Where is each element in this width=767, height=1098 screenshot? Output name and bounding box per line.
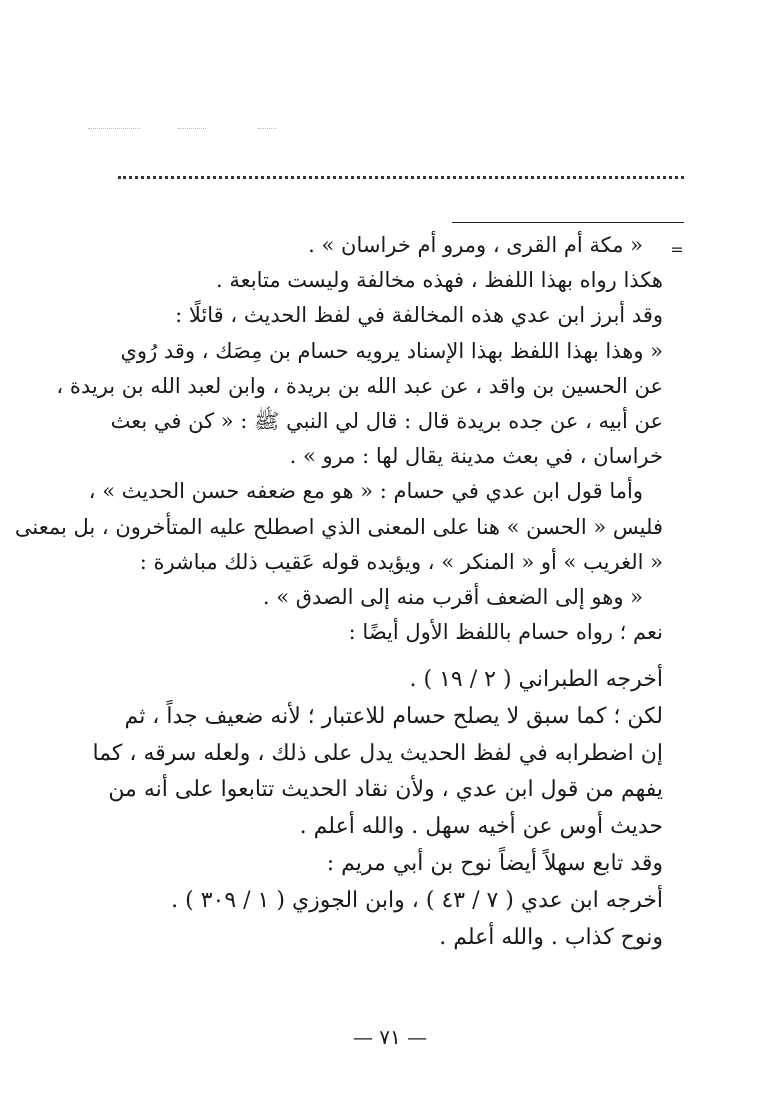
text-line: « الغريب » أو « المنكر » ، ويؤيده قوله عَقيب ذلك مباشرة : [139,549,663,574]
text-line: أخرجه الطبراني ( ٢ / ١٩ ) . [409,667,663,692]
faint-dots-right [258,128,276,129]
text-line: هكذا رواه بهذا اللفظ ، فهذه مخالفة وليست متابعة . [216,268,663,293]
text-line: ونوح كذاب . والله أعلم . [439,924,663,950]
main-text [88,662,663,956]
text-line: « مكة أم القرى ، ومرو أم خراسان » . [308,233,643,257]
footnote-text [14,228,663,650]
dotted-separator [118,176,684,179]
text-line: يفهم من قول ابن عدي ، ولأن نقاد الحديث تتابعوا على أنه من [108,777,663,803]
page-number: — ٧١ — [352,1025,428,1049]
text-line: نعم ؛ رواه حسام باللفظ الأول أيضًا : [348,620,663,645]
faint-dots-middle [178,128,206,129]
text-line: وقد تابع سهلاً أيضاً نوح بن أبي مريم : [326,850,663,876]
text-line: لكن ؛ كما سبق لا يصلح حسام للاعتبار ؛ لأنه ضعيف جداً ، ثم [124,703,663,729]
text-line: عن أبيه ، عن جده بريدة قال : قال لي النبي ﷺ : « كن في بعث [110,408,663,433]
continuation-mark: = [670,240,684,259]
text-line: « وهو إلى الضعف أقرب منه إلى الصدق » . [262,584,643,609]
text-line: أخرجه ابن عدي ( ٧ / ٤٣ ) ، وابن الجوزي ( ١ / ٣٠٩ ) . [171,887,663,913]
text-line: وأما قول ابن عدي في حسام : « هو مع ضعفه حسن الحديث » ، [88,479,643,504]
text-line: خراسان ، في بعث مدينة يقال لها : مرو » . [289,444,663,469]
faint-dots-left [88,128,140,129]
text-line: وقد أبرز ابن عدي هذه المخالفة في لفظ الحديث ، قائلًا : [175,303,663,328]
text-line: فليس « الحسن » هنا على المعنى الذي اصطلح عليه المتأخرون ، بل بمعنى [14,514,663,539]
footnote-rule [452,222,684,223]
text-line: عن الحسين بن واقد ، عن عبد الله بن بريدة ، وابن لعبد الله بن بريدة ، [56,373,663,398]
text-line: إن اضطرابه في لفظ الحديث يدل على ذلك ، ولعله سرقه ، كما [92,740,663,766]
text-line: حديث أوس عن أخيه سهل . والله أعلم . [299,814,663,840]
text-line: « وهذا بهذا اللفظ بهذا الإسناد يرويه حسام بن مِصَك ، وقد رُوي [120,338,663,363]
